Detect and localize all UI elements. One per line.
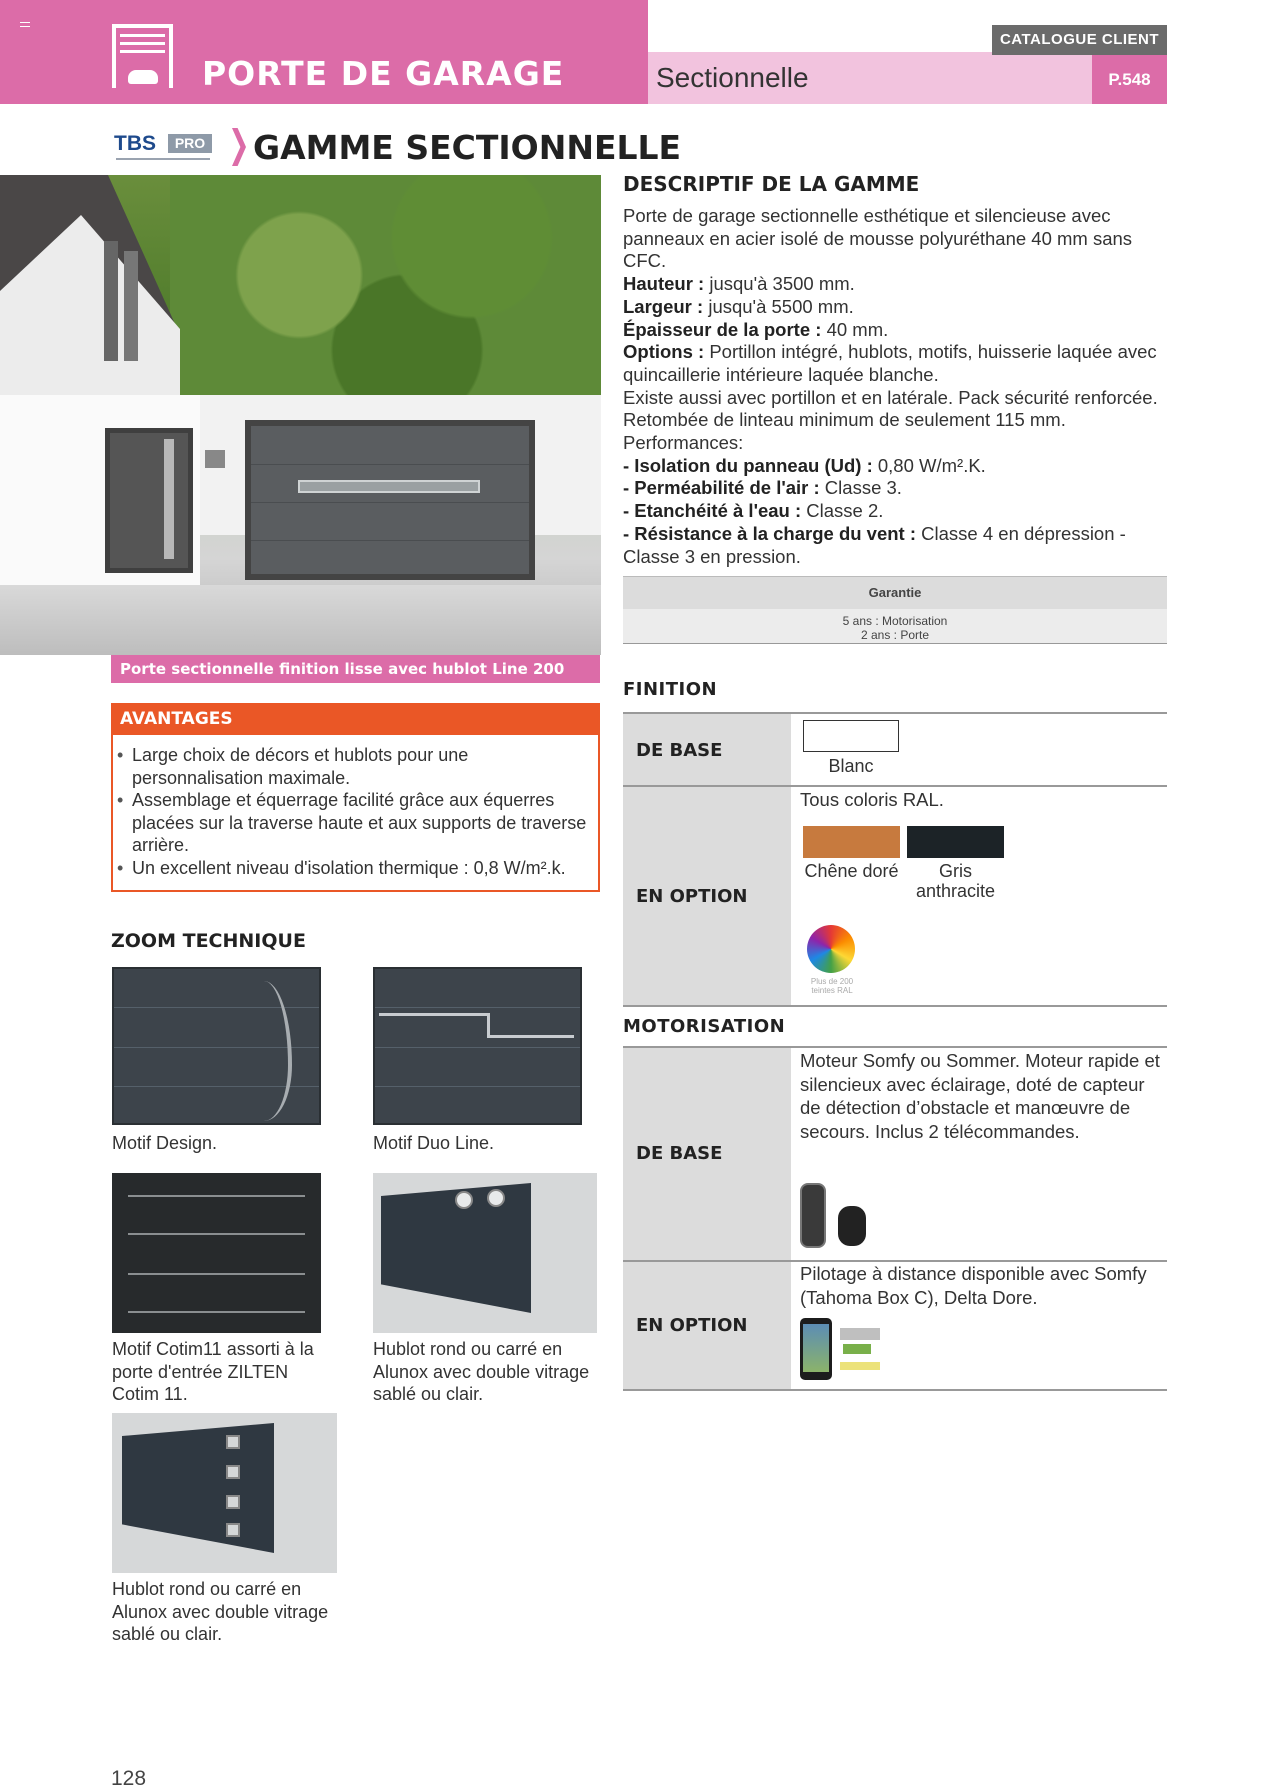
- existe-text: Existe aussi avec portillon et en latérale. Pack sécurité renforcée.: [623, 386, 1158, 408]
- list-item: • Large choix de décors et hublots pour une personnalisation maximale.: [114, 744, 598, 789]
- zoom-caption-1: Motif Design.: [112, 1133, 218, 1153]
- brand-logo: [114, 132, 212, 162]
- zoom-caption-4: Hublot rond ou carré en Alunox avec double vitrage sablé ou clair.: [373, 1339, 590, 1404]
- tahoma-box-icon: [840, 1328, 880, 1340]
- finition-option-label: EN OPTION: [636, 886, 748, 907]
- list-item: • Assemblage et équerrage facilité grâce aux équerres placées sur la traverse haute et aux supports de traverse arrière.: [114, 789, 598, 857]
- largeur-value: jusqu'à 5500 mm.: [703, 295, 854, 317]
- largeur-label: Largeur :: [623, 295, 704, 317]
- white-swatch: [803, 720, 899, 752]
- hauteur-value: jusqu'à 3500 mm.: [704, 273, 855, 295]
- perf-label: - Isolation du panneau (Ud) :: [623, 454, 873, 476]
- options-value: Portillon intégré, hublots, motifs, huisserie laquée avec quincaillerie intérieure laquée blanche.: [623, 341, 1157, 385]
- ral-caption: Plus de 200 teintes RAL: [810, 977, 854, 995]
- page-number: 128: [111, 1767, 147, 1790]
- brand-logo-badge: PRO: [168, 134, 212, 153]
- divider: [623, 1389, 1167, 1391]
- motif-design-image: [112, 967, 321, 1125]
- finition-title: FINITION: [623, 679, 718, 700]
- perf-value: Classe 3.: [819, 477, 902, 499]
- motorisation-base-text: Moteur Somfy ou Sommer. Moteur rapide et silencieux avec éclairage, doté de capteur de détection d’obstacle et manœuvre de secours. Inclus 2 télécommandes.: [800, 1050, 1160, 1142]
- gris-anthracite-swatch: [907, 826, 1004, 858]
- avantages-title: AVANTAGES: [111, 703, 600, 735]
- garantie-line: 2 ans : Porte: [860, 628, 930, 642]
- options-label: Options :: [623, 341, 705, 363]
- zoom-title: ZOOM TECHNIQUE: [111, 930, 306, 952]
- epaisseur-label: Épaisseur de la porte :: [623, 318, 822, 340]
- gris-anthracite-label: Gris anthracite: [915, 861, 996, 901]
- chene-dore-swatch: [803, 826, 900, 858]
- epaisseur-value: 40 mm.: [821, 318, 889, 340]
- delta-dore-icon: [843, 1344, 871, 1354]
- garantie-line: 5 ans : Motorisation: [842, 614, 948, 628]
- garantie-title: Garantie: [623, 577, 1167, 609]
- motif-duo-line-image: [373, 967, 582, 1125]
- product-photo: [0, 175, 601, 655]
- motorisation-option-label: EN OPTION: [636, 1315, 748, 1336]
- color-wheel-icon: [807, 925, 855, 973]
- perf-label: - Etanchéité à l'eau :: [623, 500, 802, 522]
- photo-caption: Porte sectionnelle finition lisse avec hublot Line 200: [111, 655, 600, 683]
- perf-label: - Perméabilité de l'air :: [623, 477, 820, 499]
- list-item: • Un excellent niveau d'isolation thermique : 0,8 W/m².k.: [114, 857, 598, 880]
- descriptif-title: DESCRIPTIF DE LA GAMME: [623, 172, 920, 196]
- brand-logo-text: TBS: [114, 132, 156, 155]
- motorisation-title: MOTORISATION: [623, 1016, 786, 1037]
- performances-label: Performances:: [623, 432, 744, 454]
- motif-cotim11-image: [112, 1173, 321, 1333]
- descriptif-intro: Porte de garage sectionnelle esthétique et silencieuse avec panneaux en acier isolé de mousse polyuréthane 40 mm sans CFC.: [623, 205, 1133, 272]
- page-ref-badge: P.548: [1092, 55, 1167, 104]
- perf-value: Classe 4 en dépression - Classe 3 en pression.: [623, 522, 1126, 567]
- chevron-right-icon: [232, 128, 246, 166]
- garage-icon: [112, 24, 173, 88]
- perf-value: Classe 2.: [801, 500, 884, 522]
- motorisation-base-label: DE BASE: [636, 1143, 723, 1164]
- avantages-list: [114, 744, 598, 879]
- smartphone-icon: [800, 1318, 832, 1380]
- finition-option-text: Tous coloris RAL.: [800, 789, 944, 810]
- catalogue-badge: CATALOGUE CLIENT: [992, 25, 1167, 55]
- range-title: GAMME SECTIONNELLE: [253, 128, 682, 167]
- hublot-rond-image: [373, 1173, 597, 1333]
- remote-control-icon: [800, 1183, 826, 1248]
- chene-dore-label: Chêne doré: [804, 861, 899, 881]
- header-subtitle: Sectionnelle: [656, 62, 809, 93]
- retombee-text: Retombée de linteau minimum de seulement 115 mm.: [623, 409, 1066, 431]
- hublot-carre-image: [112, 1413, 337, 1573]
- zoom-caption-5: Hublot rond ou carré en Alunox avec double vitrage sablé ou clair.: [112, 1579, 329, 1644]
- menu-icon[interactable]: [20, 22, 30, 27]
- garantie-table: [623, 576, 1167, 644]
- zoom-caption-2: Motif Duo Line.: [373, 1133, 495, 1153]
- accessory-icon: [840, 1362, 880, 1370]
- finition-base-label: DE BASE: [636, 740, 723, 761]
- perf-value: 0,80 W/m².K.: [872, 454, 986, 476]
- hauteur-label: Hauteur :: [623, 273, 705, 295]
- white-swatch-label: Blanc: [828, 756, 874, 776]
- motorisation-option-text: Pilotage à distance disponible avec Somfy (Tahoma Box C), Delta Dore.: [800, 1263, 1147, 1308]
- descriptif-text: [623, 205, 1171, 568]
- zoom-caption-3: Motif Cotim11 assorti à la porte d'entrée ZILTEN Cotim 11.: [112, 1339, 314, 1404]
- header-title: PORTE DE GARAGE: [202, 54, 565, 93]
- divider: [623, 1005, 1167, 1007]
- key-fob-icon: [838, 1206, 866, 1246]
- perf-label: - Résistance à la charge du vent :: [623, 522, 917, 544]
